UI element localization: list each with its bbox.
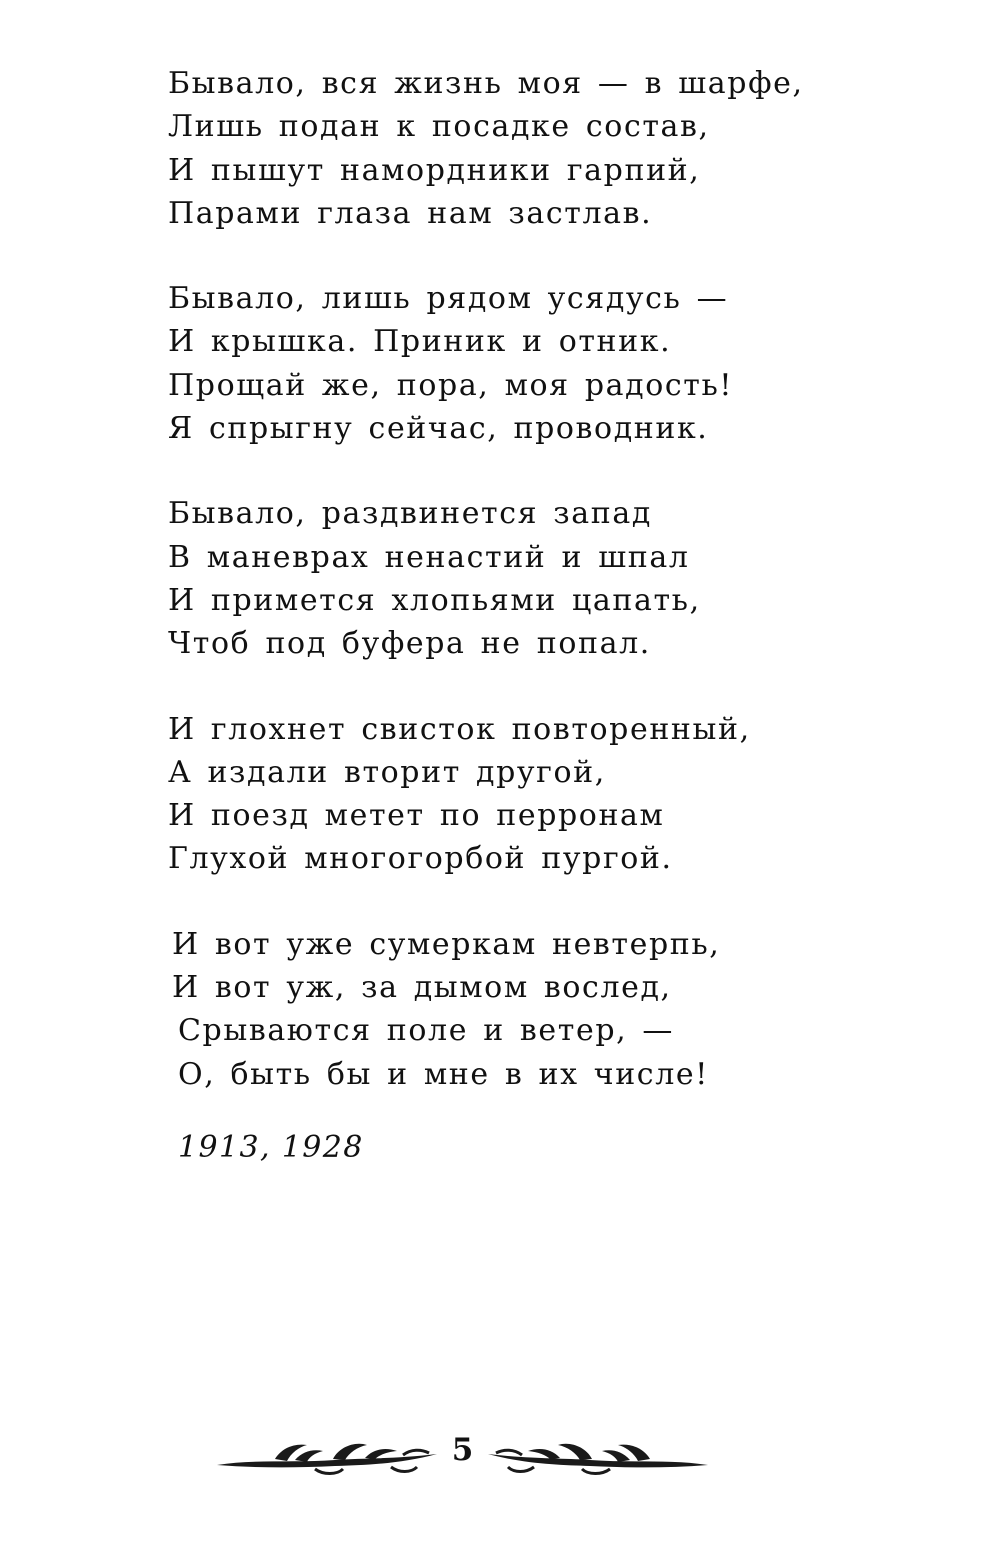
verse-line: Бывало, вся жизнь моя — в шарфе, xyxy=(168,66,804,101)
verse-line: И примется хлопьями цапать, xyxy=(168,582,701,618)
verse-line: Парами глаза нам застлав. xyxy=(168,195,653,231)
verse-line: Глухой многогорбой пургой. xyxy=(168,841,673,877)
verse-line: О, быть бы и мне в их числе! xyxy=(178,1056,709,1092)
verse-line: Прощай же, пора, моя радость! xyxy=(168,367,734,403)
stanza-4 xyxy=(168,708,888,881)
verse-line: И глохнет свисток повторенный, xyxy=(168,711,751,747)
stanza-3 xyxy=(168,492,888,665)
stanza-2 xyxy=(168,277,888,450)
verse-line: Бывало, лишь рядом усядусь — xyxy=(168,281,729,317)
verse-line: Срываются поле и ветер, — xyxy=(178,1013,674,1049)
page-footer xyxy=(215,1425,710,1485)
verse-line: Бывало, раздвинется запад xyxy=(168,496,652,532)
poem-date: 1913, 1928 xyxy=(178,1130,364,1165)
verse-line: Чтоб под буфера не попал. xyxy=(168,626,651,662)
verse-line: Я спрыгну сейчас, проводник. xyxy=(168,411,709,447)
poem xyxy=(168,62,888,1138)
verse-line: В маневрах ненастий и шпал xyxy=(168,539,690,575)
verse-line: И вот уже сумеркам невтерпь, xyxy=(172,926,721,962)
verse-line: И крышка. Приник и отник. xyxy=(168,324,672,360)
verse-line: А издали вторит другой, xyxy=(168,754,606,790)
stanza-5 xyxy=(168,923,888,1096)
flourish-right-icon xyxy=(485,1429,710,1481)
verse-line: И вот уж, за дымом вослед, xyxy=(172,970,672,1006)
stanza-1 xyxy=(168,62,888,235)
verse-line: Лишь подан к посадке состав, xyxy=(168,109,710,145)
verse-line: И пышут намордники гарпий, xyxy=(168,152,701,188)
page-number: 5 xyxy=(451,1432,474,1468)
verse-line: И поезд метет по перронам xyxy=(168,798,665,834)
